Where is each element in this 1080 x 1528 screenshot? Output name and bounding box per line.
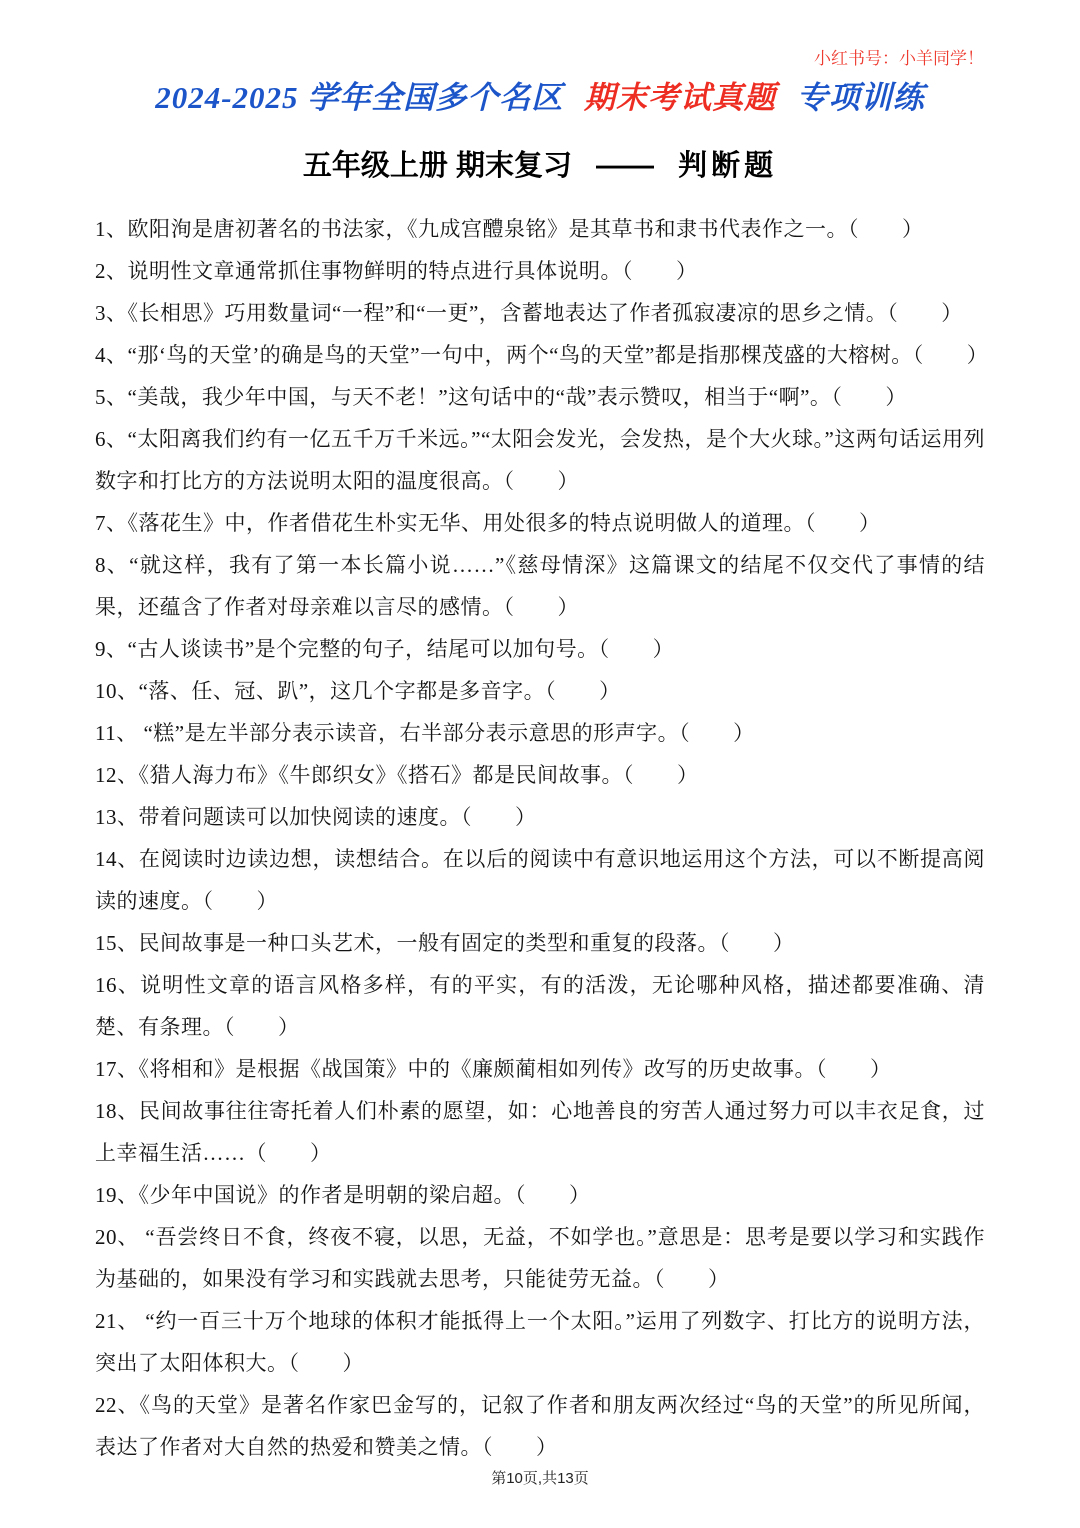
question-item: 14、在阅读时边读边想，读想结合。在以后的阅读中有意识地运用这个方法，可以不断提高阅读的速度。（ ） <box>95 847 985 913</box>
question-item: 9、“古人谈读书”是个完整的句子，结尾可以加句号。（ ） <box>95 637 675 661</box>
question-item: 8、“就这样，我有了第一本长篇小说……”《慈母情深》这篇课文的结尾不仅交代了事情的结果，还蕴含了作者对母亲难以言尽的感情。（ ） <box>95 553 985 619</box>
question-item: 6、“太阳离我们约有一亿五千万千米远。”“太阳会发光，会发热，是个大火球。”这两句话运用列数字和打比方的方法说明太阳的温度很高。（ ） <box>95 427 985 493</box>
question-item: 2、说明性文章通常抓住事物鲜明的特点进行具体说明。（ ） <box>95 259 698 283</box>
document-header <box>95 72 985 117</box>
title-left: 五年级上册 期末复习 <box>302 150 572 182</box>
question-item: 21、 “约一百三十万个地球的体积才能抵得上一个太阳。”运用了列数字、打比方的说明方法，突出了太阳体积大。（ ） <box>95 1309 985 1375</box>
question-list <box>95 208 989 1468</box>
header-segment-year: 2024-2025 学年全国多个名区 <box>155 80 564 115</box>
header-segment-exam: 期末考试真题 <box>584 80 777 115</box>
question-item: 1、欧阳洵是唐初著名的书法家，《九成宫醴泉铭》是其草书和隶书代表作之一。（ ） <box>95 217 924 241</box>
question-item: 20、 “吾尝终日不食，终夜不寝，以思，无益，不如学也。”意思是：思考是要以学习和实践作为基础的，如果没有学习和实践就去思考，只能徒劳无益。（ ） <box>95 1225 985 1291</box>
question-item: 17、《将相和》是根据《战国策》中的《廉颇蔺相如列传》改写的历史故事。（ ） <box>95 1057 892 1081</box>
question-item: 22、《鸟的天堂》是著名作家巴金写的，记叙了作者和朋友两次经过“鸟的天堂”的所见所闻，表达了作者对大自然的热爱和赞美之情。（ ） <box>95 1393 985 1459</box>
question-item: 4、“那‘鸟的天堂’的确是鸟的天堂”一句中，两个“鸟的天堂”都是指那棵茂盛的大榕树。（ ） <box>95 343 989 367</box>
question-item: 15、民间故事是一种口头艺术，一般有固定的类型和重复的段落。（ ） <box>95 931 795 955</box>
question-item: 7、《落花生》中，作者借花生朴实无华、用处很多的特点说明做人的道理。（ ） <box>95 511 881 535</box>
question-item: 11、 “糕”是左半部分表示读音，右半部分表示意思的形声字。（ ） <box>95 721 755 745</box>
question-item: 5、“美哉，我少年中国，与天不老！”这句话中的“哉”表示赞叹，相当于“啊”。（ ） <box>95 385 907 409</box>
question-item: 19、《少年中国说》的作者是明朝的梁启超。（ ） <box>95 1183 591 1207</box>
question-item: 10、“落、任、冠、趴”，这几个字都是多音字。（ ） <box>95 679 621 703</box>
question-item: 13、带着问题读可以加快阅读的速度。（ ） <box>95 805 537 829</box>
question-item: 12、《猎人海力布》《牛郎织女》《搭石》都是民间故事。（ ） <box>95 763 699 787</box>
question-item: 18、民间故事往往寄托着人们朴素的愿望，如：心地善良的穷苦人通过努力可以丰衣足食，过上幸福生活……（ ） <box>95 1099 985 1165</box>
header-segment-training: 专项训练 <box>796 80 925 115</box>
page-title <box>95 143 985 184</box>
question-item: 3、《长相思》巧用数量词“一程”和“一更”，含蓄地表达了作者孤寂凄凉的思乡之情。（ ） <box>95 301 963 325</box>
question-item: 16、说明性文章的语言风格多样，有的平实，有的活泼，无论哪种风格，描述都要准确、清楚、有条理。（ ） <box>95 973 985 1039</box>
watermark-text: 小红书号：小羊同学！ <box>814 49 984 68</box>
title-dash: —— <box>596 150 655 182</box>
page-number-footer: 第10页,共13页 <box>491 1470 589 1487</box>
title-right: 判断题 <box>678 150 778 182</box>
